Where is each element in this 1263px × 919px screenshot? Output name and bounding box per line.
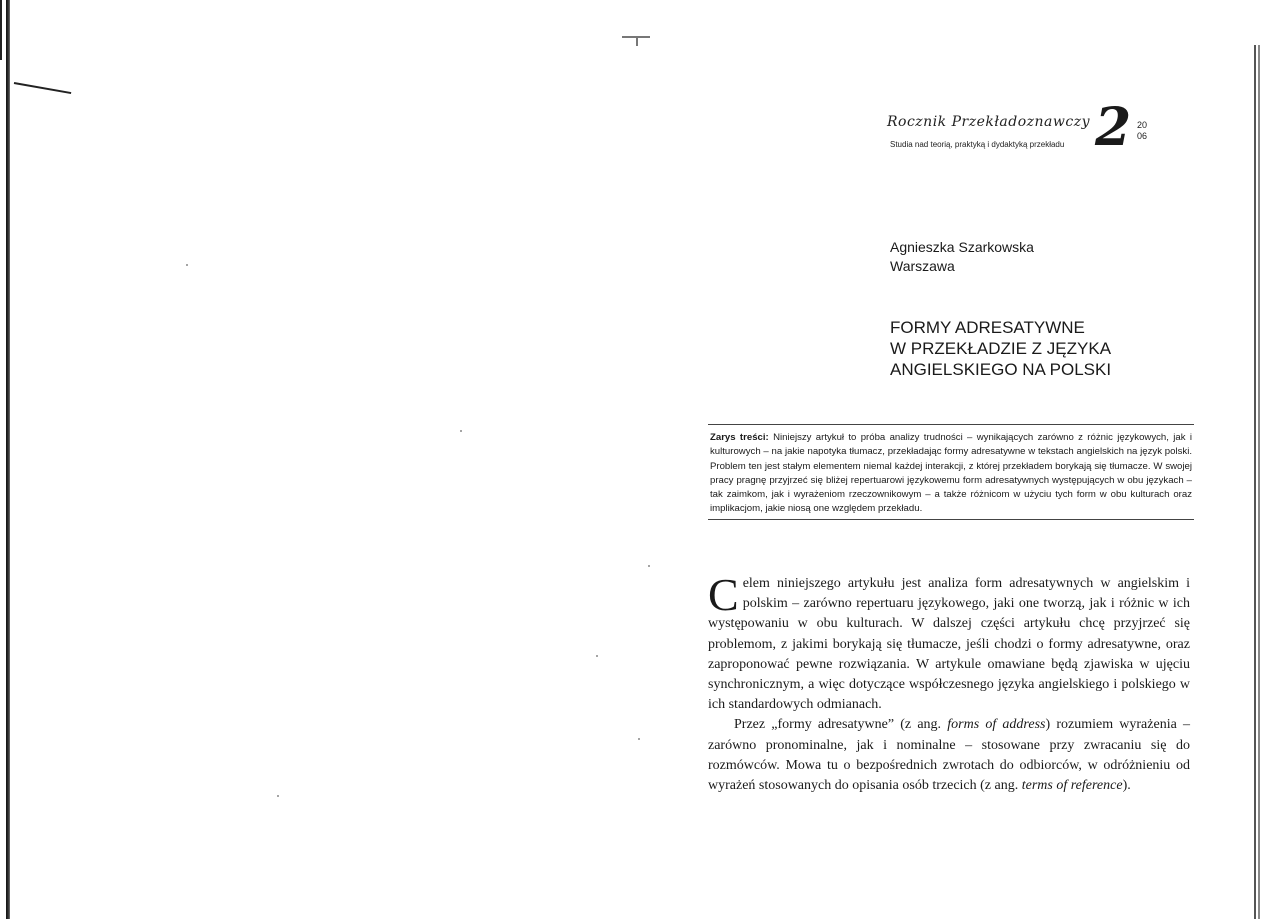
scan-speck [596,655,598,657]
scan-speck [277,795,279,797]
author-city: Warszawa [890,258,955,274]
journal-title: Rocznik Przekładoznawczy [887,114,1090,130]
body-paragraph-2 [708,715,1190,796]
term-terms-of-reference: terms of reference [1021,778,1123,794]
paragraph-text: ). [1122,778,1131,794]
author-name: Agnieszka Szarkowska [890,239,1034,255]
scan-stroke-mark [14,82,71,94]
body-text [708,569,1190,796]
scan-speck [638,738,640,740]
paragraph-text: elem niniejszego artykułu jest analiza form adresatywnych w angielskim i polskim – zarówno repertuaru językowego, jaki one tworzą, jak i różnic w ich występowaniu w obu kulturach. W dalszej części artykułu chcę przyjrzeć się problemom, z jakimi borykają się tłumacze, jeśli chodzi o formy adresatywne, oraz zaproponować pewne rozwiązania. W artykule omawiane będą zjawiska w ujęciu synchronicznym, a więc dotyczące współczesnego języka angielskiego i polskiego w ich standardowych odmianach. [708,576,1190,713]
scan-left-edge [6,0,10,919]
scan-speck [648,565,650,567]
scan-right-edge-shadow [1258,45,1260,919]
journal-subtitle: Studia nad teorią, praktyką i dydaktyką przekładu [890,140,1065,149]
abstract [708,424,1194,520]
scan-speck [460,430,462,432]
article-title-line: ANGIELSKIEGO NA POLSKI [890,360,1112,379]
abstract-text: Niniejszy artykuł to próba analizy trudności – wynikających zarówno z różnic językowych, jak i kulturowych – na jakie napotyka tłumacz, przekładając formy adresatywne w tekstach angielskich na język polski. Problem ten jest stałym elementem niemal każdej interakcji, z której przekładem borykają się tłumacze. W swojej pracy pragnę przyjrzeć się bliżej repertuarowi językowemu form adresatywnych występujących w obu językach – tak zaimkom, jak i wyrażeniom rzeczownikowym – a także różnicom w użyciu tych form w obu kulturach oraz implikacjom, jakie niosą one względem przekładu. [710,432,1192,515]
paragraph-text: ) rozumiem wyrażenia – zarówno pronominalne, jak i nominalne – stosowane przy zwracaniu się do rozmówców. Mowa tu o bezpośrednich zwrotach do odbiorców, w odróżnieniu od wyrażeń stosowanych do opisania osób trzecich (z ang. [708,717,1190,794]
article-title-line: FORMY ADRESATYWNE [890,318,1085,337]
paragraph-text: Przez „formy adresatywne” (z ang. [734,717,942,733]
author-block [890,238,1034,276]
article-title [890,317,1220,380]
journal-issue-number: 2 [1095,97,1132,158]
scan-left-edge-mark [0,0,2,60]
drop-cap: C [708,569,739,620]
scan-right-edge [1254,45,1256,919]
scan-speck [186,264,188,266]
gutter-mark-vertical [636,36,638,46]
abstract-label: Zarys treści: [710,432,769,443]
body-paragraph-1 [708,569,1190,715]
journal-header [865,97,1155,164]
journal-year: 2006 [1137,120,1148,141]
term-forms-of-address: forms of address [947,717,1046,733]
article-title-line: W PRZEKŁADZIE Z JĘZYKA [890,339,1112,358]
